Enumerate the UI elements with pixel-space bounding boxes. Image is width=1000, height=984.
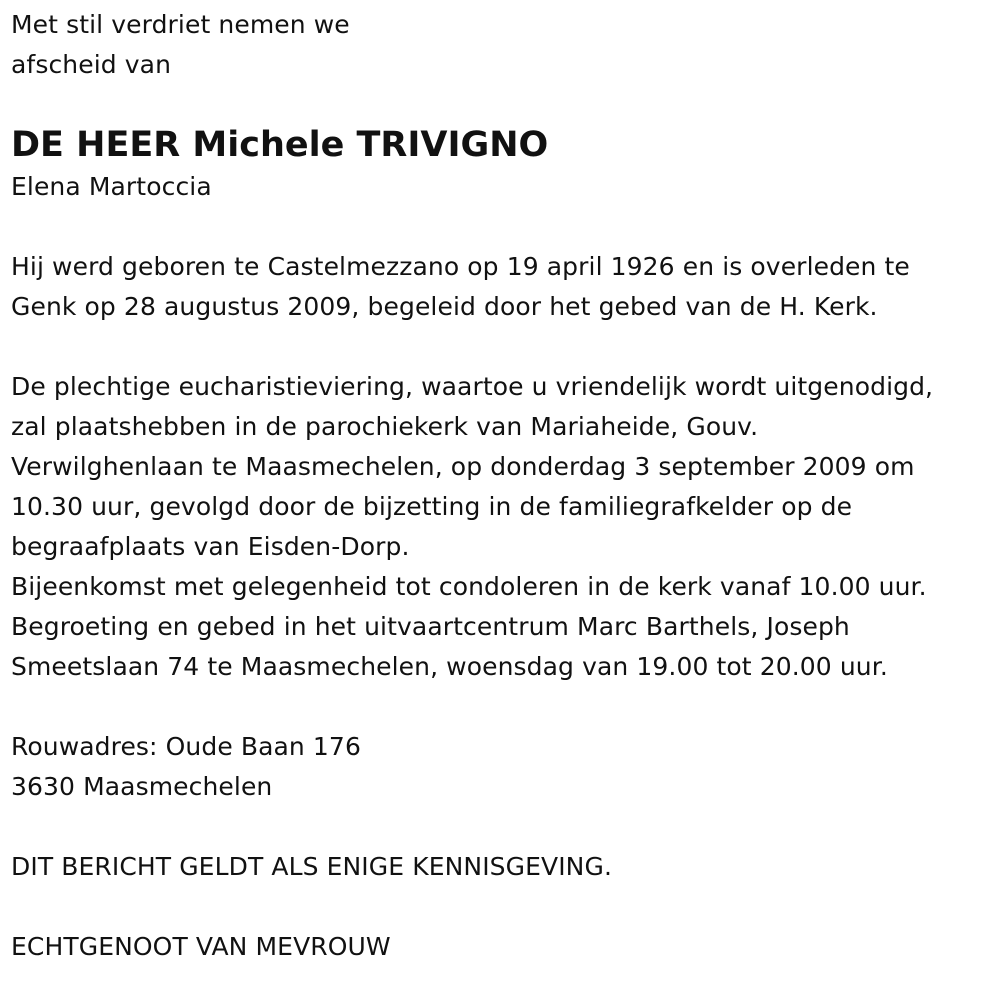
ceremony-line: begraafplaats van Eisden-Dorp. [11, 532, 410, 561]
spacer [11, 687, 1000, 727]
address-line-2: 3630 Maasmechelen [11, 772, 273, 801]
spacer [11, 887, 1000, 927]
birth-death-line-2: Genk op 28 augustus 2009, begeleid door het gebed van de H. Kerk. [11, 292, 878, 321]
deceased-name: DE HEER Michele TRIVIGNO [11, 125, 549, 165]
ceremony-line: zal plaatshebben in de parochiekerk van Mariaheide, Gouv. [11, 412, 759, 441]
ceremony-line: Begroeting en gebed in het uitvaartcentrum Marc Barthels, Joseph [11, 612, 850, 641]
relation-text: ECHTGENOOT VAN MEVROUW [11, 932, 391, 961]
spacer [11, 207, 1000, 247]
ceremony-line: 10.30 uur, gevolgd door de bijzetting in de familiegrafkelder op de [11, 492, 853, 521]
ceremony-line: Verwilghenlaan te Maasmechelen, op donderdag 3 september 2009 om [11, 452, 915, 481]
notice-text: DIT BERICHT GELDT ALS ENIGE KENNISGEVING. [11, 852, 612, 881]
spacer [11, 807, 1000, 847]
ceremony-line: Smeetslaan 74 te Maasmechelen, woensdag van 19.00 tot 20.00 uur. [11, 652, 888, 681]
intro-line-2: afscheid van [11, 50, 172, 79]
spacer [11, 327, 1000, 367]
ceremony-line: Bijeenkomst met gelegenheid tot condoleren in de kerk vanaf 10.00 uur. [11, 572, 927, 601]
ceremony-line: De plechtige eucharistieviering, waartoe u vriendelijk wordt uitgenodigd, [11, 372, 934, 401]
address-line-1: Rouwadres: Oude Baan 176 [11, 732, 361, 761]
birth-death-line-1: Hij werd geboren te Castelmezzano op 19 april 1926 en is overleden te [11, 252, 910, 281]
intro-line-1: Met stil verdriet nemen we [11, 10, 350, 39]
spouse-name: Elena Martoccia [11, 172, 212, 201]
